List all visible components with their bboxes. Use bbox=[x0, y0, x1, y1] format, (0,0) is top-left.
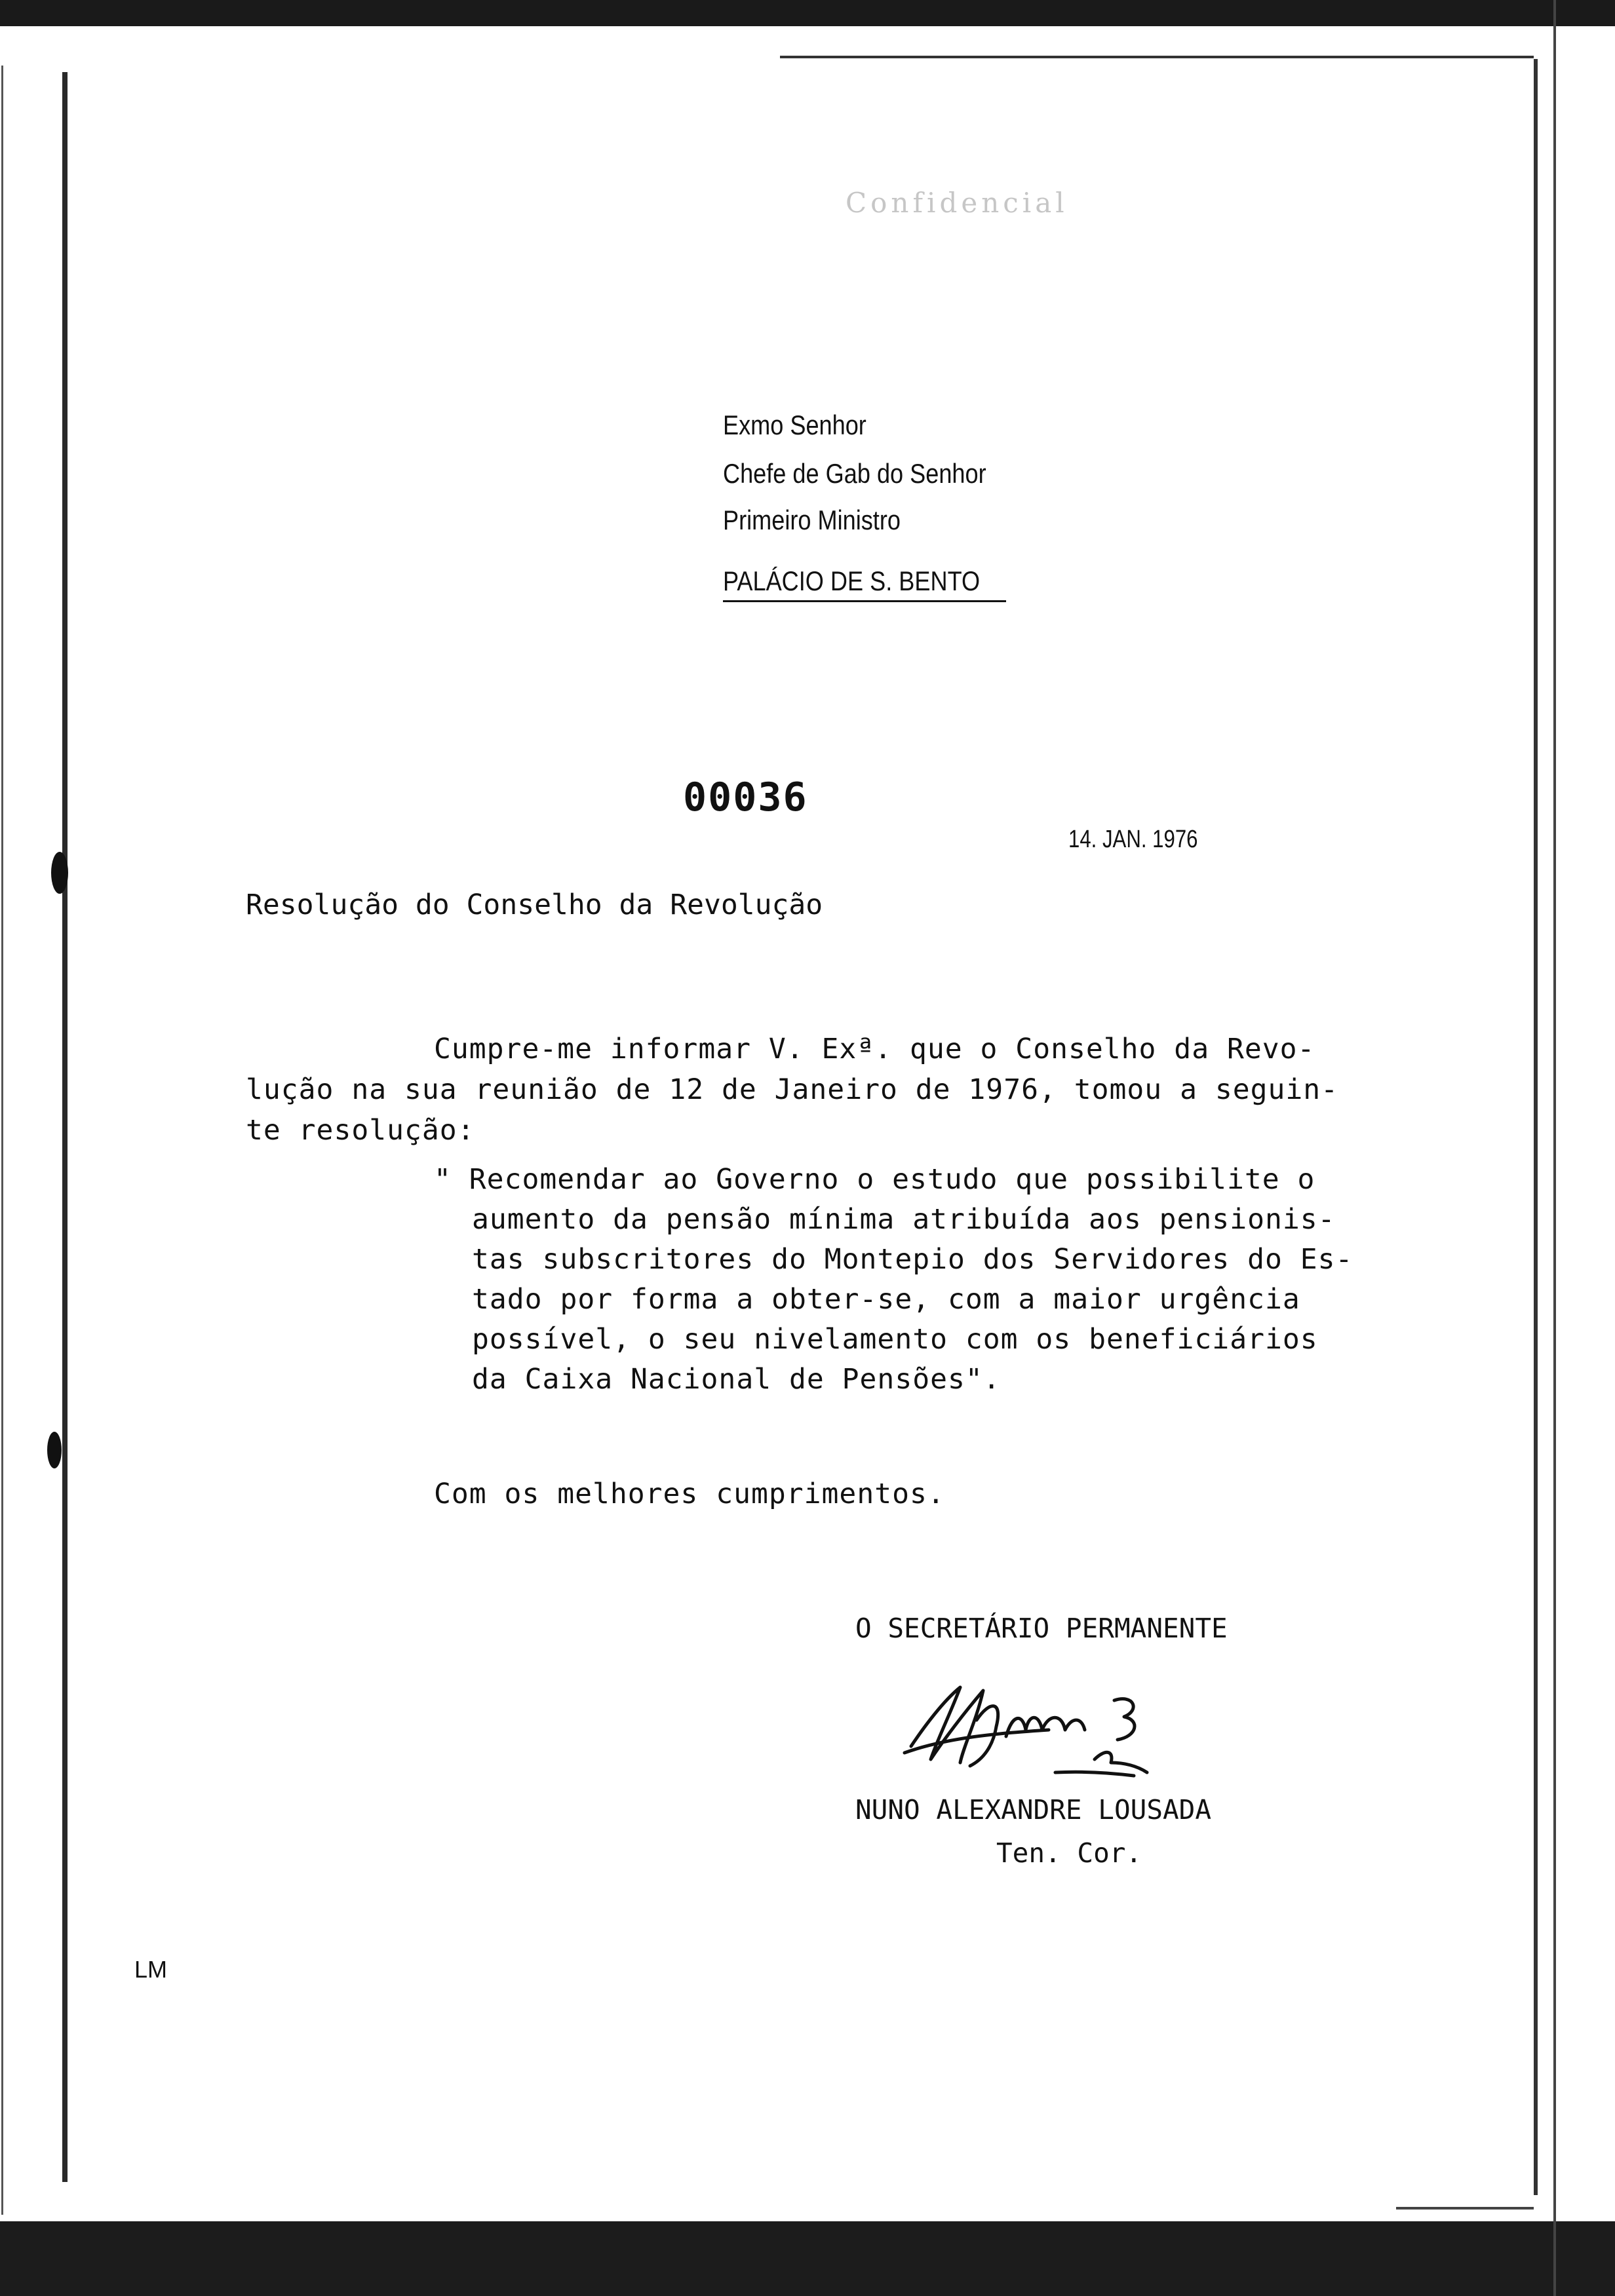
scan-edge-left bbox=[62, 72, 68, 2182]
resolution-line-3: tas subscritores do Montepio dos Servidores do Es- bbox=[472, 1243, 1353, 1276]
signatory-title: O SECRETÁRIO PERMANENTE bbox=[855, 1613, 1228, 1644]
resolution-line-1: " Recomendar ao Governo o estudo que possibilite o bbox=[434, 1163, 1315, 1196]
signatory-rank: Ten. Cor. bbox=[996, 1837, 1142, 1869]
addressee-underline bbox=[723, 600, 1006, 602]
resolution-line-6: da Caixa Nacional de Pensões". bbox=[472, 1363, 1001, 1396]
scan-edge-left-thin bbox=[1, 66, 3, 2215]
body-line-1: Cumpre-me informar V. Exª. que o Conselho da Revo- bbox=[434, 1033, 1315, 1065]
reference-number: 00036 bbox=[683, 775, 808, 820]
addressee-line-4: PALÁCIO DE S. BENTO bbox=[723, 565, 981, 596]
addressee-line-1: Exmo Senhor bbox=[723, 410, 866, 440]
subject-line: Resolução do Conselho da Revolução bbox=[246, 889, 823, 921]
typist-initials: LM bbox=[134, 1956, 168, 1983]
bottom-rule bbox=[1396, 2207, 1534, 2210]
resolution-line-2: aumento da pensão mínima atribuída aos pensionis- bbox=[472, 1203, 1336, 1236]
punch-hole-mark bbox=[51, 852, 68, 894]
resolution-line-5: possível, o seu nivelamento com os beneficiários bbox=[472, 1323, 1318, 1356]
date-stamp: 14. JAN. 1976 bbox=[1068, 826, 1198, 853]
closing-line: Com os melhores cumprimentos. bbox=[434, 1478, 945, 1510]
scan-edge-right-outer bbox=[1553, 0, 1556, 2296]
top-rule bbox=[780, 56, 1534, 58]
punch-hole-mark bbox=[47, 1432, 62, 1468]
faint-header: Confidencial bbox=[846, 187, 1068, 219]
body-line-3: te resolução: bbox=[246, 1114, 475, 1147]
addressee-line-3: Primeiro Ministro bbox=[723, 505, 901, 535]
handwritten-signature bbox=[898, 1674, 1213, 1792]
signatory-name: NUNO ALEXANDRE LOUSADA bbox=[855, 1794, 1212, 1826]
scan-edge-top bbox=[0, 0, 1615, 26]
scan-edge-bottom bbox=[0, 2221, 1615, 2296]
scan-edge-right bbox=[1534, 59, 1538, 2195]
resolution-line-4: tado por forma a obter-se, com a maior urgência bbox=[472, 1283, 1300, 1316]
body-line-2: lução na sua reunião de 12 de Janeiro de 1976, tomou a seguin- bbox=[246, 1073, 1339, 1106]
addressee-line-2: Chefe de Gab do Senhor bbox=[723, 458, 986, 489]
